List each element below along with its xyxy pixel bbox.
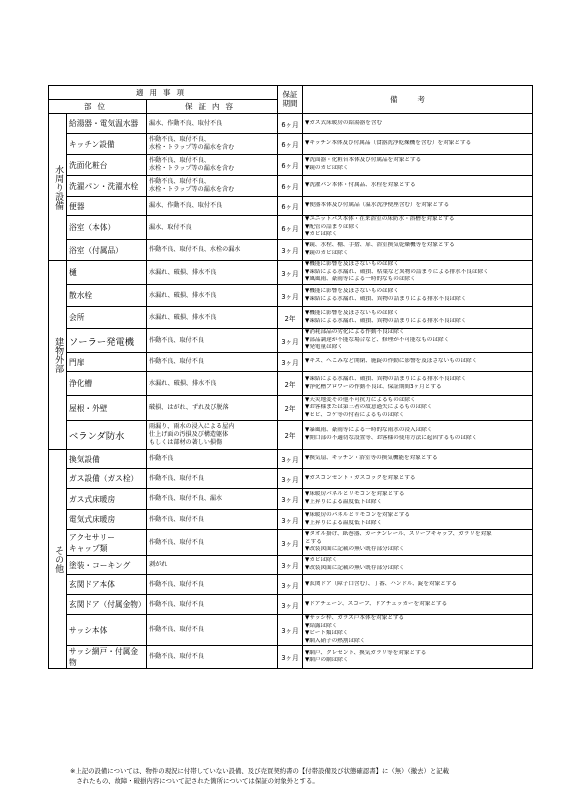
remark-line: ▼お客様または第三者の故意過失によるものは除く: [305, 404, 433, 411]
content-cell: 水漏れ、破損、排水不良: [147, 261, 278, 285]
content-cell: 作動不良、取付不良: [147, 329, 278, 353]
table-row: [49, 615, 533, 646]
table-row: [49, 489, 533, 510]
item-cell: サッシ網戸・付属金物: [67, 646, 147, 669]
remark-line: ▼機能に影響を及ぼさないものは除く: [305, 309, 399, 316]
remark-line: ▼床暖房のパネルとリモコンを対象とする: [305, 511, 411, 518]
period-cell: 6ヶ月: [278, 216, 303, 240]
remarks-cell: [303, 197, 533, 216]
remark-line: ▼洗面器・化粧台本体及び付属品を対象とする: [305, 157, 422, 164]
period-cell: 3ヶ月: [278, 556, 303, 575]
content-cell: 漏水、作動不良、取付不良: [147, 114, 278, 134]
period-cell: 3ヶ月: [278, 329, 303, 353]
table-row: [49, 114, 533, 134]
table-row: [49, 595, 533, 615]
remark-line: ▼上昇りによる温度低下は除く: [305, 519, 383, 526]
item-cell: 会所: [67, 307, 147, 329]
remark-line: ▼網入硝子の熱割は除く: [305, 637, 366, 644]
header-remarks: 備考: [303, 86, 533, 114]
remark-line: ▼暴風雨、豪雨等による一時的な雨水の浸入は除く: [305, 427, 433, 434]
content-cell: 作動不良、取付不良、漏水: [147, 489, 278, 510]
item-cell: 洗面化粧台: [67, 155, 147, 176]
remarks-cell: [303, 646, 533, 669]
content-cell: 漏水、取付不良: [147, 216, 278, 240]
period-cell: 3ヶ月: [278, 450, 303, 469]
remark-line: ▼浄化槽ブロワーの作動不良は、保証期間3ヶ月とする: [305, 383, 442, 390]
remarks-cell: [303, 556, 533, 575]
period-cell: 3ヶ月: [278, 646, 303, 669]
category-label: その他: [53, 545, 64, 573]
remark-line: ▼カビは除く: [305, 557, 338, 564]
period-cell: 3ヶ月: [278, 353, 303, 372]
item-cell: 玄関ドア本体: [67, 575, 147, 595]
remark-line: ▼凍結による水漏れ、破損、異物の詰まりによる排水不良は除く: [305, 295, 467, 302]
table-row: [49, 261, 533, 285]
remark-line: ▼ビート類は除く: [305, 630, 349, 637]
item-cell: 洗濯パン・洗濯水栓: [67, 176, 147, 197]
period-cell: 6ヶ月: [278, 134, 303, 155]
item-cell: 電気式床暖房: [67, 510, 147, 530]
remark-line: ▼機能に影響を及ぼさないものは除く: [305, 287, 399, 294]
category-label: 水周り設備: [53, 164, 64, 210]
content-cell: 作動不良、取付不良: [147, 353, 278, 372]
table-row: [49, 469, 533, 489]
remark-line: ▼発電量は除く: [305, 344, 343, 351]
remarks-cell: [303, 530, 533, 556]
table-row: [49, 421, 533, 450]
remark-line: ▼ヒビ、コケ等の付着によるものは除く: [305, 411, 405, 418]
item-cell: 浴室（付属品）: [67, 240, 147, 261]
remark-line: ▼サッシ枠、ガラス戸本体を対象とする: [305, 615, 405, 621]
item-cell: ソーラー発電機: [67, 329, 147, 353]
remark-line: ▼ドアチェーン、スコープ、ドアチェッカーを対象とする: [305, 600, 448, 607]
table-row: [49, 197, 533, 216]
item-cell: キッチン設備: [67, 134, 147, 155]
remarks-cell: [303, 307, 533, 329]
table-row: [49, 372, 533, 396]
remarks-cell: [303, 510, 533, 530]
table-row: [49, 510, 533, 530]
period-cell: 3ヶ月: [278, 510, 303, 530]
table-row: [49, 450, 533, 469]
remarks-cell: [303, 396, 533, 421]
remarks-cell: [303, 261, 533, 285]
period-cell: 3ヶ月: [278, 595, 303, 615]
remark-line: ▼ユニットバス本体・在来浴室の床防水・浴槽を対象とする: [305, 216, 455, 223]
remarks-cell: [303, 469, 533, 489]
remarks-cell: [303, 450, 533, 469]
remark-line: ▼開口部の不適切な設置等、お客様の使用方法に起因するものは除く: [305, 435, 478, 441]
content-cell: 作動不良、取付不良: [147, 615, 278, 646]
remark-line: ▼網戸、クレセント、換気ガラリ等を対象とする: [305, 649, 427, 656]
period-cell: 6ヶ月: [278, 155, 303, 176]
item-cell: 散水栓: [67, 285, 147, 307]
remark-line: ▼上昇りによる温度低下は除く: [305, 499, 383, 505]
content-cell: 水漏れ、破損、排水不良: [147, 285, 278, 307]
remark-line: ▼カビは除く: [305, 231, 338, 238]
item-cell: 換気設備: [67, 450, 147, 469]
remarks-cell: [303, 595, 533, 615]
table-row: [49, 216, 533, 240]
content-cell: 作動不良、取付不良: [147, 510, 278, 530]
remark-line: ▼鏡のカビは除く: [305, 165, 349, 171]
table-row: [49, 329, 533, 353]
remarks-cell: [303, 176, 533, 197]
content-cell: 水漏れ、破損、排水不良: [147, 372, 278, 396]
warranty-table: [48, 85, 533, 669]
content-cell: 剥がれ: [147, 556, 278, 575]
content-cell: 作動不良、取付不良、水栓の漏水: [147, 240, 278, 261]
content-cell: 作動不良、取付不良: [147, 530, 278, 556]
table-row: [49, 530, 533, 556]
item-cell: サッシ本体: [67, 615, 147, 646]
table-row: [49, 307, 533, 329]
remark-line: ▼ガスコンセント・ガスコックを対象とする: [305, 474, 416, 481]
item-cell: アクセサリー キャップ類: [67, 530, 147, 556]
item-cell: ガス設備（ガス栓）: [67, 469, 147, 489]
remark-line: ▼キズ、へこみなど開閉、施錠の作動に影響を及ぼさないものは除く: [305, 358, 478, 365]
remark-line: ▼タオル掛け、紙巻器、カーテンレール、スリーブキャップ、ガラリを対象: [305, 531, 492, 538]
remark-line: ▼玄関ドア（障子口含む）、丁番、ハンドル、錠を対象とする: [305, 580, 457, 587]
remarks-cell: [303, 372, 533, 396]
content-cell: 作動不良、取付不良、 水栓・トラップ等の漏水を含む: [147, 134, 278, 155]
item-cell: 玄関ドア（付属金物）: [67, 595, 147, 615]
period-cell: 2年: [278, 396, 303, 421]
content-cell: 破損、はがれ、ずれ及び脱落: [147, 396, 278, 421]
period-cell: 3ヶ月: [278, 530, 303, 556]
remark-line: ▼天災地変その他不可抗力によるものは除く: [305, 396, 416, 403]
table-row: [49, 556, 533, 575]
remarks-cell: [303, 575, 533, 595]
table-row: [49, 353, 533, 372]
remarks-cell: [303, 329, 533, 353]
table-row: [49, 240, 533, 261]
remarks-cell: [303, 615, 533, 646]
remark-line: ▼消耗部品の劣化による作動不良は除く: [305, 329, 405, 336]
remark-line: ▼凍結による水漏れ、破損、枯葉など異物の詰まりによる排水不良は除く: [305, 268, 489, 275]
header-applicable: 適用事項: [49, 86, 278, 100]
period-cell: 3ヶ月: [278, 261, 303, 285]
remarks-cell: [303, 421, 533, 450]
remarks-cell: [303, 134, 533, 155]
table-row: [49, 285, 533, 307]
remark-line: ▼改装図面に記載の無い既存部分は除く: [305, 565, 405, 571]
remarks-cell: [303, 114, 533, 134]
item-cell: 塗装・コーキング: [67, 556, 147, 575]
remark-line: ▼床暖房パネルとリモコンを対象とする: [305, 491, 405, 498]
item-cell: ベランダ防水: [67, 421, 147, 450]
remarks-cell: [303, 155, 533, 176]
header-content: 保証内容: [147, 100, 278, 114]
period-cell: 2年: [278, 307, 303, 329]
content-cell: 作動不良、取付不良: [147, 469, 278, 489]
item-cell: 便器: [67, 197, 147, 216]
remarks-cell: [303, 353, 533, 372]
remark-line: ▼風風雨、豪雨等による一時的なものは除く: [305, 276, 416, 283]
period-cell: 6ヶ月: [278, 197, 303, 216]
content-cell: 作動不良: [147, 450, 278, 469]
period-cell: 2年: [278, 421, 303, 450]
remark-line: ▼ガス式床暖房の給湯器を含む: [305, 119, 383, 126]
content-cell: 漏水、作動不良、取付不良: [147, 197, 278, 216]
category-cell: [49, 261, 67, 450]
remark-line: ▼配管の詰まりは除く: [305, 223, 360, 230]
item-cell: 浴室（本体）: [67, 216, 147, 240]
footnote-line: されたもの、故障・破損内容について記された箇所については保証の対象外とする。: [70, 776, 319, 785]
remark-line: ▼換気扇、キッチン・浴室等の換気機能を対象とする: [305, 455, 438, 462]
remark-line: ▼網戸の網は除く: [305, 657, 349, 664]
content-cell: 雨漏り、雨水の浸入による屋内 仕上げ面の汚損及び構造躯体 もしくは部材の著しい損傷: [147, 421, 278, 450]
remark-line: とする: [305, 538, 322, 545]
content-cell: 作動不良、取付不良: [147, 575, 278, 595]
content-cell: 作動不良、取付不良、 水栓・トラップ等の漏水を含む: [147, 155, 278, 176]
period-cell: 3ヶ月: [278, 285, 303, 307]
remark-line: ▼凍結による水漏れ、破損、異物の詰まりによる排水不良は除く: [305, 317, 467, 324]
item-cell: 浄化槽: [67, 372, 147, 396]
period-cell: 6ヶ月: [278, 114, 303, 134]
header-period: 保証期間: [278, 86, 303, 114]
content-cell: 作動不良、取付不良、 水栓・トラップ等の漏水を含む: [147, 176, 278, 197]
period-cell: 3ヶ月: [278, 615, 303, 646]
remark-line: ▼部品調達が不能な場合など、修理が不可能なものは除く: [305, 336, 450, 343]
content-cell: 水漏れ、破損、排水不良: [147, 307, 278, 329]
period-cell: 2年: [278, 372, 303, 396]
category-cell: [49, 114, 67, 261]
remark-line: ▼機能に影響を及ぼさないものは除く: [305, 261, 399, 268]
item-cell: 屋根・外壁: [67, 396, 147, 421]
warranty-sheet: [48, 85, 532, 669]
period-cell: 3ヶ月: [278, 240, 303, 261]
table-row: [49, 155, 533, 176]
footnote-line: ※上記の設備については、物件の現況に付帯していない設備、及び売買契約書の【付帯設備及び状態確認書】に（無）（撤去）と記載: [70, 767, 450, 775]
content-cell: 作動不良、取付不良: [147, 646, 278, 669]
period-cell: 3ヶ月: [278, 575, 303, 595]
remarks-cell: [303, 240, 533, 261]
period-cell: 6ヶ月: [278, 176, 303, 197]
remark-line: ▼キッチン本体及び付属品（食器洗浄乾燥機を含む）を対象とする: [305, 140, 472, 147]
table-row: [49, 646, 533, 669]
item-cell: 門扉: [67, 353, 147, 372]
remark-line: ▼鏡、水栓、棚、手摺、扉、浴室換気乾燥機等を対象とする: [305, 242, 455, 249]
category-label: 建物外部: [53, 337, 64, 373]
item-cell: 樋: [67, 261, 147, 285]
remark-line: ▼洗濯パン本体・付属品、水栓を対象とする: [305, 182, 416, 189]
period-cell: 3ヶ月: [278, 489, 303, 510]
remarks-cell: [303, 489, 533, 510]
content-cell: 作動不良、取付不良: [147, 595, 278, 615]
table-row: [49, 396, 533, 421]
remark-line: ▼便器本体及び付属品（温水洗浄便座含む）を対象とする: [305, 202, 450, 209]
table-row: [49, 575, 533, 595]
item-cell: ガス式床暖房: [67, 489, 147, 510]
table-row: [49, 176, 533, 197]
period-cell: 3ヶ月: [278, 469, 303, 489]
item-cell: 給湯器・電気温水器: [67, 114, 147, 134]
header-location: 部位: [49, 100, 147, 114]
category-cell: [49, 450, 67, 669]
remark-line: ▼改装図面に記載の無い既存部分は除く: [305, 546, 405, 553]
remarks-cell: [303, 216, 533, 240]
table-row: [49, 134, 533, 155]
footnote: [70, 767, 540, 786]
remark-line: ▼結露は除く: [305, 622, 338, 629]
remark-line: ▼凍結による水漏れ、破損、異物の詰まりによる排水不良は除く: [305, 375, 467, 382]
remark-line: ▼鏡のカビは除く: [305, 250, 349, 256]
remarks-cell: [303, 285, 533, 307]
